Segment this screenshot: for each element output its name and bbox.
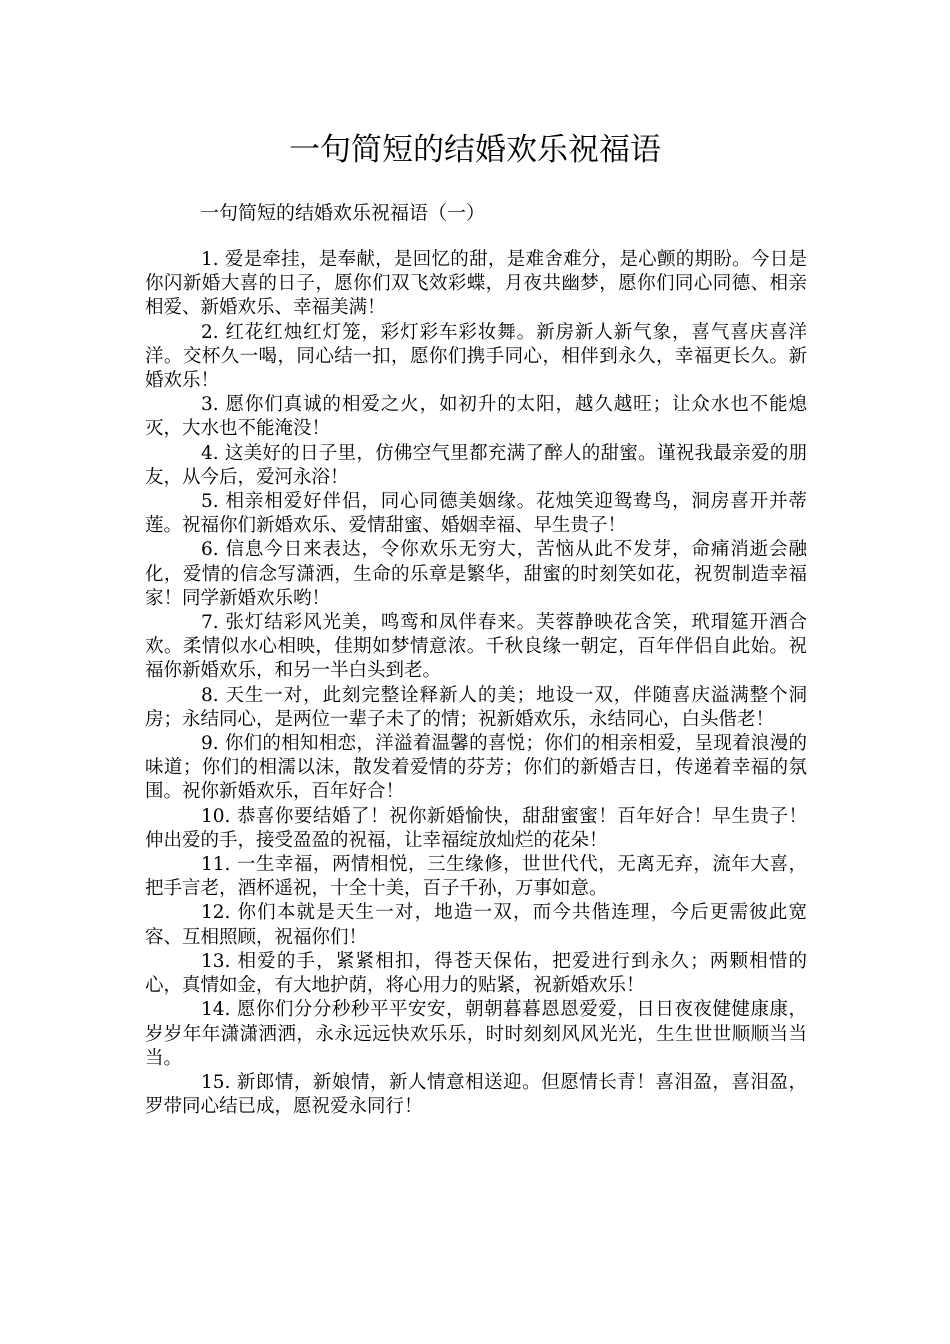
list-item: 9. 你们的相知相恋，洋溢着温馨的喜悦；你们的相亲相爱，呈现着浪漫的味道；你们的相濡以沫，散发着爱情的芬芳；你们的新婚吉日，传递着幸福的氛围。祝你新婚欢乐，百年好合！ [145, 733, 807, 803]
list-item: 3. 愿你们真诚的相爱之火，如初升的太阳，越久越旺；让众水也不能熄灭，大水也不能淹没！ [145, 394, 807, 440]
list-item: 1. 爱是牵挂，是奉献，是回忆的甜，是难舍难分，是心颤的期盼。今日是你闪新婚大喜的日子，愿你们双飞效彩蝶，月夜共幽梦，愿你们同心同德、相亲相爱、新婚欢乐、幸福美满！ [145, 249, 807, 319]
list-item: 12. 你们本就是天生一对，地造一双，而今共偕连理，今后更需彼此宽容、互相照顾，祝福你们！ [145, 902, 807, 948]
list-item: 13. 相爱的手，紧紧相扣，得苍天保佑，把爱进行到永久；两颗相惜的心，真情如金，有大地护荫，将心用力的贴紧，祝新婚欢乐！ [145, 950, 807, 997]
list-item: 4. 这美好的日子里，仿佛空气里都充满了醉人的甜蜜。谨祝我最亲爱的朋友，从今后，爱河永浴！ [145, 442, 807, 488]
list-item: 5. 相亲相爱好伴侣，同心同德美姻缘。花烛笑迎鸳鸯鸟，洞房喜开并蒂莲。祝福你们新婚欢乐、爱情甜蜜、婚姻幸福、早生贵子！ [145, 491, 807, 537]
list-item: 7. 张灯结彩风光美，鸣鸾和凤伴春来。芙蓉静映花含笑，玳瑁筵开酒合欢。柔情似水心相映，佳期如梦情意浓。千秋良缘一朝定，百年伴侣自此始。祝福你新婚欢乐，和另一半白头到老。 [145, 612, 807, 682]
list-item: 2. 红花红烛红灯笼，彩灯彩车彩妆舞。新房新人新气象，喜气喜庆喜洋洋。交杯久一喝，同心结一扣，愿你们携手同心，相伴到永久，幸福更长久。新婚欢乐！ [145, 321, 807, 392]
document-title: 一句简短的结婚欢乐祝福语 [289, 132, 661, 168]
list-item: 15. 新郎情，新娘情，新人情意相送迎。但愿情长青！喜泪盈，喜泪盈，罗带同心结已成，愿祝爱永同行！ [145, 1071, 807, 1118]
list-item: 6. 信息今日来表达，令你欢乐无穷大，苦恼从此不发芽，命痛消逝会融化，爱情的信念写潇洒，生命的乐章是繁华，甜蜜的时刻笑如花，祝贺制造幸福家！同学新婚欢乐哟！ [145, 539, 807, 609]
list-item: 14. 愿你们分分秒秒平平安安，朝朝暮暮恩恩爱爱，日日夜夜健健康康，岁岁年年潇潇洒洒，永永远远快欢乐乐，时时刻刻风风光光，生生世世顺顺当当当。 [145, 999, 807, 1069]
blessing-list [145, 248, 807, 1119]
section-subtitle: 一句简短的结婚欢乐祝福语（一） [200, 202, 486, 224]
list-item: 11. 一生幸福，两情相悦，三生缘修，世世代代，无离无弃，流年大喜，把手言老，酒杯遥祝，十全十美，百子千孙，万事如意。 [145, 854, 807, 900]
list-item: 8. 天生一对，此刻完整诠释新人的美；地设一双，伴随喜庆溢满整个洞房；永结同心，是两位一辈子未了的情；祝新婚欢乐，永结同心，白头偕老！ [145, 684, 807, 730]
list-item: 10. 恭喜你要结婚了！祝你新婚愉快，甜甜蜜蜜！百年好合！早生贵子！伸出爱的手，接受盈盈的祝福，让幸福绽放灿烂的花朵！ [145, 805, 807, 851]
